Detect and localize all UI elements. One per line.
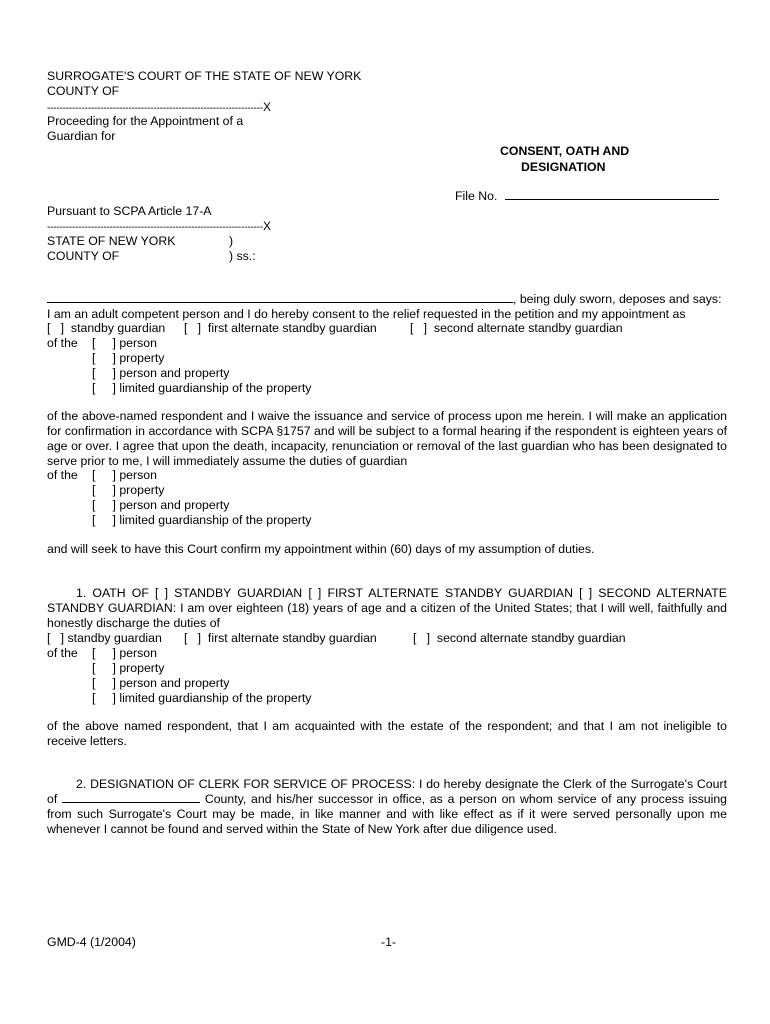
pursuant-line: Pursuant to SCPA Article 17-A (47, 204, 212, 218)
oath-property-checkbox[interactable]: [ ] property (92, 661, 165, 675)
doc-title-line1: CONSENT, OATH AND (500, 144, 630, 158)
deponent-name-field[interactable] (47, 301, 513, 303)
oath-heading: 1. OATH OF [ ] STANDBY GUARDIAN [ ] FIRST ALTERNATE STANDBY GUARDIAN [ ] SECOND ALTERNATE STANDBY GUARDIAN: I am over eighteen (18) years of age and a citizen of the United States; that I will well, faithfully and honestly discharge the duties of (47, 586, 727, 630)
option-person-property-checkbox[interactable]: [ ] person and property (92, 366, 230, 380)
option2-person-checkbox[interactable]: [ ] person (92, 468, 157, 482)
county-label: COUNTY OF (47, 84, 120, 98)
oath-standby-checkbox[interactable]: [ ] standby guardian (47, 631, 162, 645)
oath-second-alt-checkbox[interactable]: [ ] second alternate standby guardian (413, 631, 626, 645)
consent-role-row (47, 321, 165, 336)
of-the-label: of the (47, 468, 78, 482)
file-no-label: File No. (455, 189, 498, 203)
caption-rule-top: ---------------------------------------------------------------------X (47, 100, 271, 114)
file-no-field[interactable] (505, 198, 719, 200)
confirm-paragraph: and will seek to have this Court confirm my appointment within (60) days of my assumption of duties. (47, 542, 595, 556)
sworn-text: , being duly sworn, deposes and says: (513, 292, 722, 306)
first-alt-checkbox[interactable]: [ ] first alternate standby guardian (184, 321, 377, 335)
option-limited-checkbox[interactable]: [ ] limited guardianship of the property (92, 381, 312, 395)
proceeding-line1: Proceeding for the Appointment of a (47, 114, 244, 128)
oath-paragraph: of the above named respondent, that I am acquainted with the estate of the respondent; and that I am not ineligible to receive letters. (47, 719, 727, 748)
page-number: -1- (381, 935, 397, 949)
venue-state: STATE OF NEW YORK (47, 234, 176, 248)
doc-title-line2: DESIGNATION (521, 160, 606, 174)
consent-paragraph: of the above-named respondent and I waive the issuance and service of process upon me herein. I will make an application for confirmation in accordance with SCPA §1757 and will be subject to a formal hearing if the respondent is eighteen years of age or over. I agree that upon the death, incapacity, renunciation or removal of the last guardian who has been designated to serve prior to me, I will immediately assume the duties of guardian (47, 409, 727, 468)
county-name-field[interactable] (62, 801, 200, 803)
oath-limited-checkbox[interactable]: [ ] limited guardianship of the property (92, 691, 312, 705)
proceeding-line2: Guardian for (47, 129, 116, 143)
designation-paragraph: 2. DESIGNATION OF CLERK FOR SERVICE OF PROCESS: I do hereby designate the Clerk of the Surrogate's Court of County, and his/her successor in office, as a person on whom service of any process issuing from such Surrogate's Court may be made, in like manner and with like effect as if it were served personally upon me whenever I cannot be found and served within the State of New York after due diligence used. (47, 777, 728, 836)
venue-ss: ) ss.: (229, 249, 256, 263)
caption-rule-bottom: ---------------------------------------------------------------------X (47, 219, 271, 233)
option2-person-property-checkbox[interactable]: [ ] person and property (92, 498, 230, 512)
standby-guardian-checkbox[interactable]: [ ] standby guardian (47, 321, 166, 335)
form-id: GMD-4 (1/2004) (47, 935, 136, 949)
venue-county: COUNTY OF (47, 249, 120, 263)
venue-paren: ) (229, 234, 234, 248)
consent-line1: I am an adult competent person and I do hereby consent to the relief requested in the petition and my appointment as (47, 307, 686, 321)
option-property-checkbox[interactable]: [ ] property (92, 351, 165, 365)
of-the-label: of the (47, 336, 78, 350)
option2-property-checkbox[interactable]: [ ] property (92, 483, 165, 497)
second-alt-checkbox[interactable]: [ ] second alternate standby guardian (410, 321, 623, 335)
of-the-label: of the (47, 646, 78, 660)
file-no-row (455, 189, 719, 204)
sworn-row (47, 292, 722, 307)
oath-person-property-checkbox[interactable]: [ ] person and property (92, 676, 230, 690)
oath-person-checkbox[interactable]: [ ] person (92, 646, 157, 660)
court-name: SURROGATE'S COURT OF THE STATE OF NEW YORK (47, 69, 362, 83)
option2-limited-checkbox[interactable]: [ ] limited guardianship of the property (92, 513, 312, 527)
oath-first-alt-checkbox[interactable]: [ ] first alternate standby guardian (184, 631, 377, 645)
option-person-checkbox[interactable]: [ ] person (92, 336, 157, 350)
